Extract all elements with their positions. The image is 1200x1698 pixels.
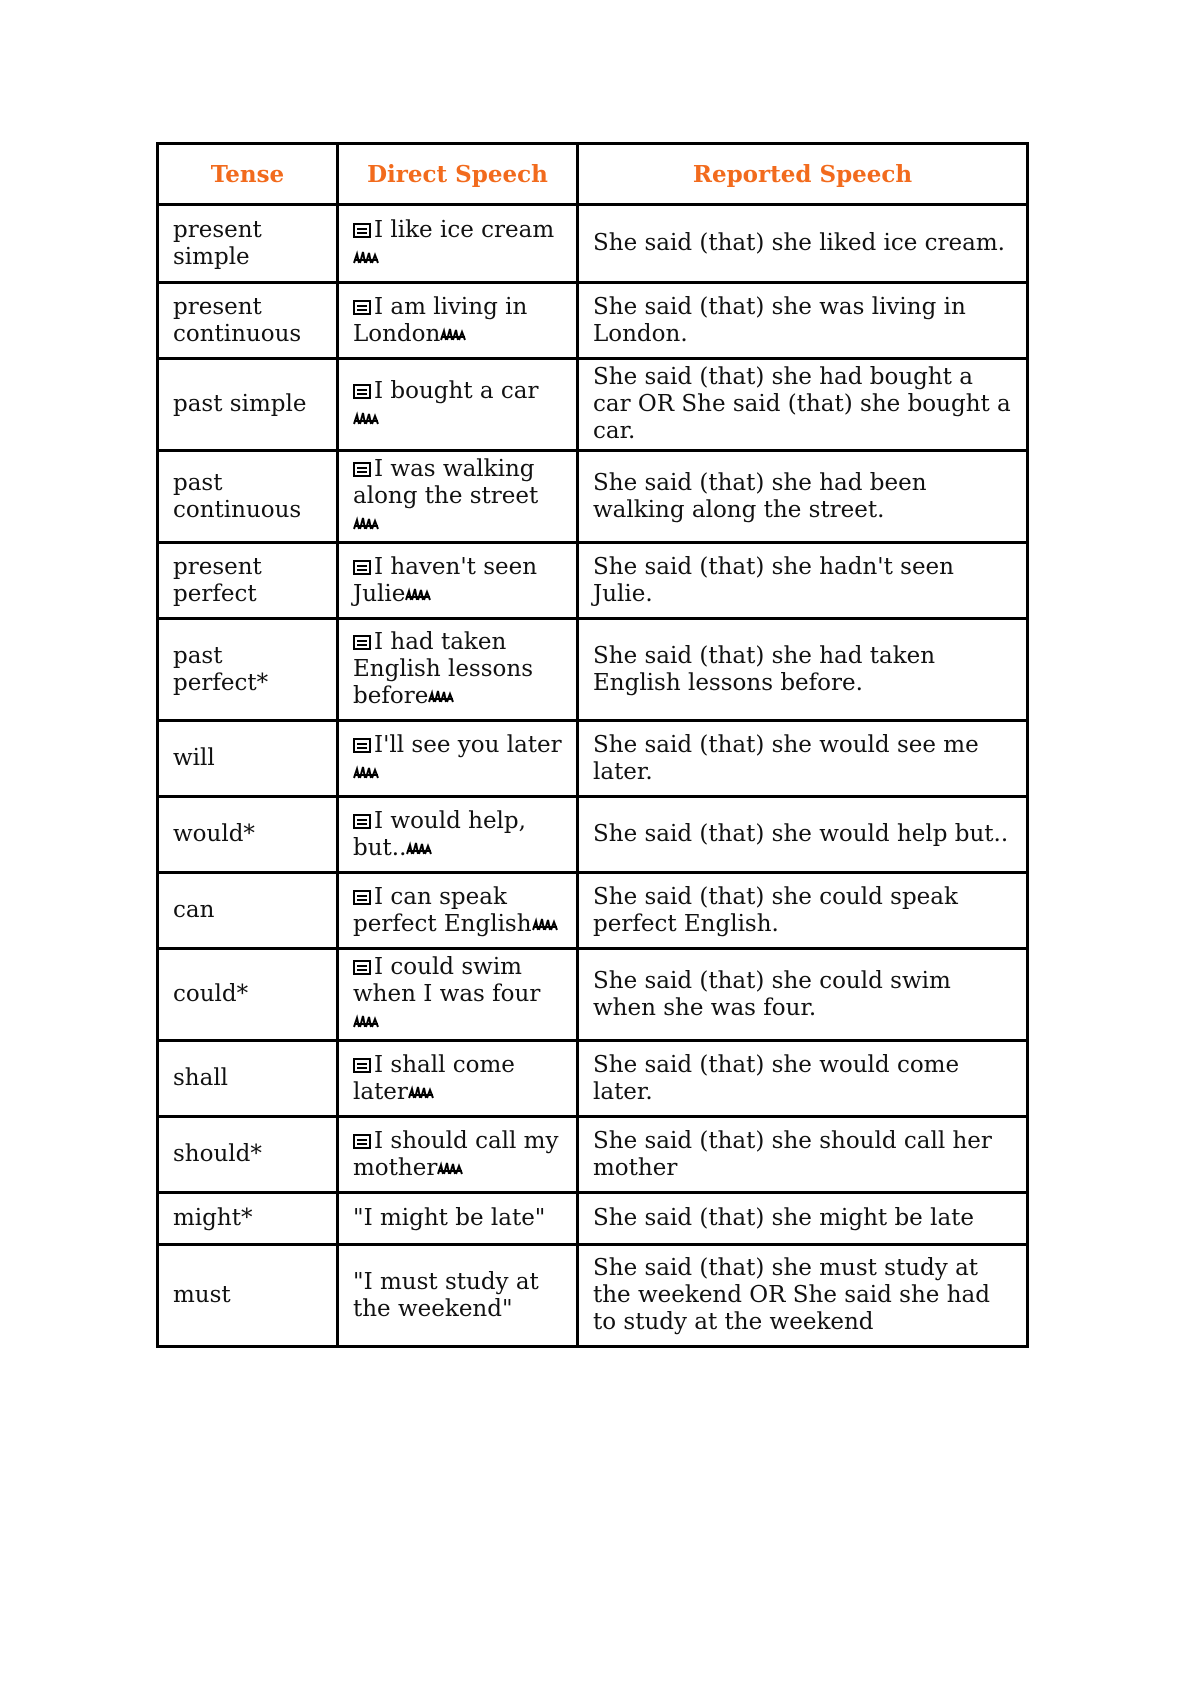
- table-row: [158, 451, 1028, 543]
- table-row: [158, 543, 1028, 619]
- reported-speech-cell: She said (that) she was living in London.: [578, 283, 1028, 359]
- tense-cell: past continuous: [158, 451, 338, 543]
- reported-speech-cell: She said (that) she would come later.: [578, 1041, 1028, 1117]
- tense-cell: could*: [158, 949, 338, 1041]
- reported-speech-cell: She said (that) she should call her mother: [578, 1117, 1028, 1193]
- direct-speech-cell: [338, 1041, 578, 1117]
- close-quote-glyph-icon: [428, 689, 454, 703]
- table-row: [158, 1245, 1028, 1347]
- table-row: [158, 721, 1028, 797]
- direct-speech-cell: [338, 949, 578, 1041]
- open-quote-glyph-icon: [353, 960, 371, 975]
- direct-speech-text: "I might be late": [353, 1205, 546, 1231]
- direct-speech-cell: [338, 1117, 578, 1193]
- open-quote-glyph-icon: [353, 560, 371, 575]
- open-quote-glyph-icon: [353, 1058, 371, 1073]
- direct-speech-cell: [338, 1193, 578, 1245]
- direct-speech-cell: [338, 721, 578, 797]
- close-quote-glyph-icon: [406, 841, 432, 855]
- reported-speech-cell: She said (that) she had taken English lessons before.: [578, 619, 1028, 721]
- open-quote-glyph-icon: [353, 738, 371, 753]
- table-row: [158, 797, 1028, 873]
- direct-speech-text: I haven't seen Julie: [353, 553, 538, 607]
- direct-speech-text: I had taken English lessons before: [353, 629, 534, 709]
- reported-speech-cell: She said (that) she liked ice cream.: [578, 205, 1028, 283]
- direct-speech-text: I shall come later: [353, 1051, 515, 1105]
- tense-cell: present perfect: [158, 543, 338, 619]
- header-reported-speech: [578, 144, 1028, 205]
- close-quote-glyph-icon: [353, 765, 379, 779]
- reported-speech-cell: She said (that) she must study at the weekend OR She said she had to study at the weekend: [578, 1245, 1028, 1347]
- close-quote-glyph-icon: [437, 1161, 463, 1175]
- close-quote-glyph-icon: [353, 411, 379, 425]
- direct-speech-text: I bought a car: [374, 377, 539, 404]
- reported-speech-cell: She said (that) she might be late: [578, 1193, 1028, 1245]
- reported-speech-cell: She said (that) she had bought a car OR She said (that) she bought a car.: [578, 359, 1028, 451]
- open-quote-glyph-icon: [353, 890, 371, 905]
- header-row: [158, 144, 1028, 205]
- reported-speech-cell: She said (that) she could swim when she was four.: [578, 949, 1028, 1041]
- table-row: [158, 283, 1028, 359]
- tense-cell: present simple: [158, 205, 338, 283]
- tense-cell: might*: [158, 1193, 338, 1245]
- direct-speech-cell: [338, 359, 578, 451]
- open-quote-glyph-icon: [353, 635, 371, 650]
- header-direct-speech-label: Direct Speech: [367, 160, 548, 188]
- reported-speech-table-container: [156, 142, 1026, 1348]
- close-quote-glyph-icon: [532, 917, 558, 931]
- table-row: [158, 359, 1028, 451]
- tense-cell: past simple: [158, 359, 338, 451]
- table-row: [158, 1117, 1028, 1193]
- direct-speech-cell: [338, 873, 578, 949]
- reported-speech-table: [156, 142, 1029, 1348]
- reported-speech-cell: She said (that) she had been walking along the street.: [578, 451, 1028, 543]
- direct-speech-text: I would help, but..: [353, 807, 526, 861]
- close-quote-glyph-icon: [353, 516, 379, 530]
- direct-speech-cell: [338, 797, 578, 873]
- direct-speech-cell: [338, 451, 578, 543]
- table-row: [158, 619, 1028, 721]
- tense-cell: must: [158, 1245, 338, 1347]
- table-body: [158, 205, 1028, 1347]
- table-row: [158, 1041, 1028, 1117]
- direct-speech-text: I am living in London: [353, 293, 528, 347]
- reported-speech-cell: She said (that) she could speak perfect English.: [578, 873, 1028, 949]
- direct-speech-cell: [338, 543, 578, 619]
- direct-speech-text: I should call my mother: [353, 1127, 559, 1181]
- direct-speech-text: I can speak perfect English: [353, 883, 532, 937]
- open-quote-glyph-icon: [353, 223, 371, 238]
- header-tense-label: Tense: [210, 160, 285, 188]
- direct-speech-text: "I must study at the weekend": [353, 1268, 539, 1322]
- header-direct-speech: [338, 144, 578, 205]
- tense-cell: can: [158, 873, 338, 949]
- header-tense: [158, 144, 338, 205]
- open-quote-glyph-icon: [353, 1134, 371, 1149]
- reported-speech-cell: She said (that) she hadn't seen Julie.: [578, 543, 1028, 619]
- table-row: [158, 205, 1028, 283]
- tense-cell: past perfect*: [158, 619, 338, 721]
- close-quote-glyph-icon: [440, 327, 466, 341]
- direct-speech-cell: [338, 1245, 578, 1347]
- tense-cell: shall: [158, 1041, 338, 1117]
- table-row: [158, 873, 1028, 949]
- open-quote-glyph-icon: [353, 300, 371, 315]
- direct-speech-text: I like ice cream: [374, 216, 555, 243]
- tense-cell: will: [158, 721, 338, 797]
- close-quote-glyph-icon: [353, 250, 379, 264]
- close-quote-glyph-icon: [353, 1014, 379, 1028]
- table-row: [158, 949, 1028, 1041]
- reported-speech-cell: She said (that) she would help but..: [578, 797, 1028, 873]
- header-reported-speech-label: Reported Speech: [692, 160, 913, 188]
- direct-speech-text: I could swim when I was four: [353, 954, 541, 1007]
- tense-cell: should*: [158, 1117, 338, 1193]
- direct-speech-cell: [338, 205, 578, 283]
- close-quote-glyph-icon: [408, 1085, 434, 1099]
- tense-cell: present continuous: [158, 283, 338, 359]
- direct-speech-cell: [338, 283, 578, 359]
- open-quote-glyph-icon: [353, 814, 371, 829]
- table-row: [158, 1193, 1028, 1245]
- close-quote-glyph-icon: [405, 587, 431, 601]
- direct-speech-text: I was walking along the street: [353, 456, 539, 509]
- open-quote-glyph-icon: [353, 462, 371, 477]
- direct-speech-cell: [338, 619, 578, 721]
- direct-speech-text: I'll see you later: [374, 731, 562, 758]
- tense-cell: would*: [158, 797, 338, 873]
- reported-speech-cell: She said (that) she would see me later.: [578, 721, 1028, 797]
- open-quote-glyph-icon: [353, 384, 371, 399]
